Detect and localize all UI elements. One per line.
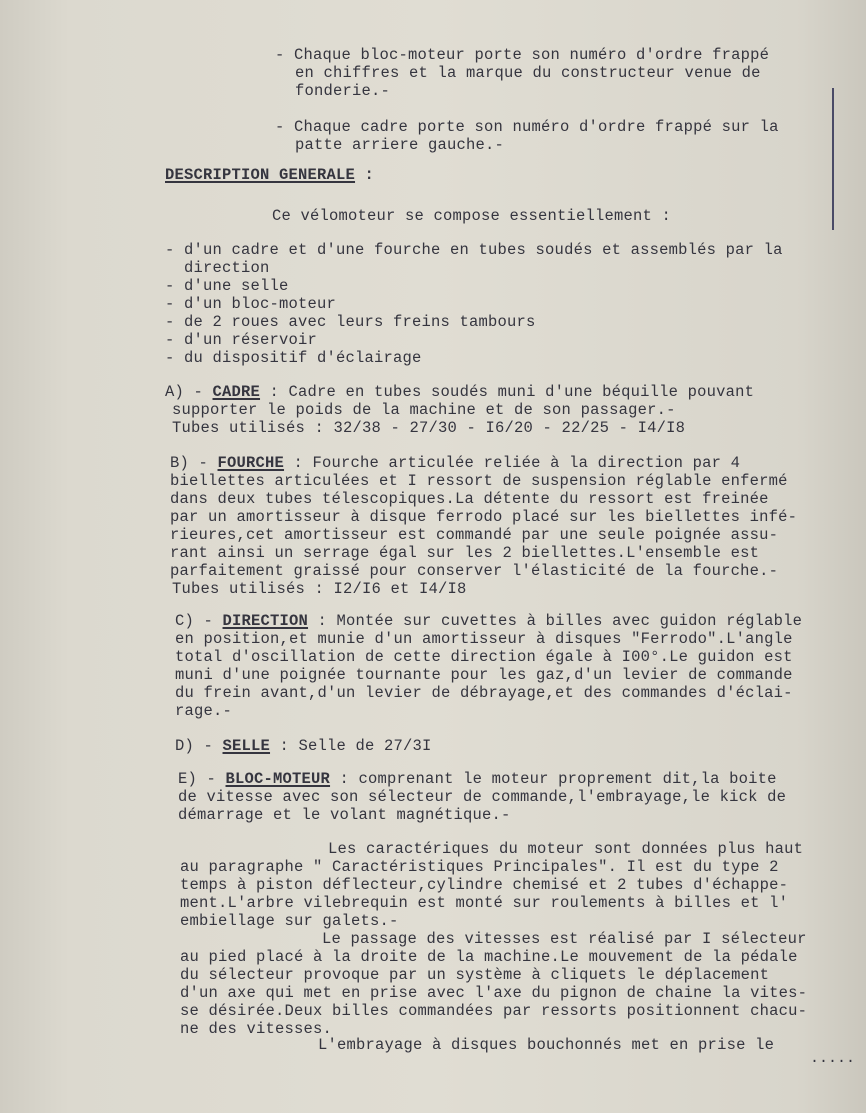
section-prefix: C) - [175, 612, 223, 630]
paragraph-line: ment.L'arbre vilebrequin est monté sur roulements à billes et l' [180, 894, 789, 912]
section-label: SELLE [222, 737, 271, 755]
section-text: Tubes utilisés : I2/I6 et I4/I8 [172, 580, 467, 598]
list-item: - d'un bloc-moteur [165, 295, 337, 313]
section-heading [165, 166, 374, 184]
section-label: BLOC-MOTEUR [225, 770, 331, 788]
intro-line: - Chaque cadre porte son numéro d'ordre frappé sur la [275, 118, 779, 136]
paragraph-line: d'un axe qui met en prise avec l'axe du pignon de chaine la vites- [180, 984, 808, 1002]
paragraph-line: embiellage sur galets.- [180, 912, 399, 930]
section-text: de vitesse avec son sélecteur de commande,l'embrayage,le kick de [178, 788, 787, 806]
section-text: : Montée sur cuvettes à billes avec guidon réglable [308, 612, 803, 630]
paragraph-line: temps à piston déflecteur,cylindre chemisé et 2 tubes d'échappe- [180, 876, 789, 894]
section-text: rant ainsi un serrage égal sur les 2 biellettes.L'ensemble est [170, 544, 760, 562]
section-text: démarrage et le volant magnétique.- [178, 806, 511, 824]
paragraph-line: au pied placé à la droite de la machine.Le mouvement de la pédale [180, 948, 798, 966]
section-prefix: B) - [170, 454, 218, 472]
section-direction [175, 612, 802, 630]
paragraph-line: se désirée.Deux billes commandées par ressorts positionnent chacu- [180, 1002, 808, 1020]
section-text: dans deux tubes télescopiques.La détente du ressort est freinée [170, 490, 769, 508]
section-text: supporter le poids de la machine et de son passager.- [172, 401, 676, 419]
list-item: direction [165, 259, 270, 277]
list-item: - d'un cadre et d'une fourche en tubes soudés et assemblés par la [165, 241, 783, 259]
paragraph-line: du sélecteur provoque par un système à cliquets le déplacement [180, 966, 770, 984]
section-text: parfaitement graissé pour conserver l'élasticité de la fourche.- [170, 562, 779, 580]
section-text: biellettes articulées et I ressort de suspension réglable enfermé [170, 472, 788, 490]
section-text: par un amortisseur à disque ferrodo placé sur les biellettes infé- [170, 508, 798, 526]
section-text: : Cadre en tubes soudés muni d'une béquille pouvant [260, 383, 755, 401]
section-bloc-moteur [178, 770, 777, 788]
section-prefix: A) - [165, 383, 213, 401]
list-item: - d'une selle [165, 277, 289, 295]
section-label: CADRE [212, 383, 261, 401]
paragraph-line: Les caractériques du moteur sont données plus haut [328, 840, 804, 858]
intro-line: patte arriere gauche.- [295, 136, 505, 154]
intro-line: - Chaque bloc-moteur porte son numéro d'ordre frappé [275, 46, 770, 64]
section-text: muni d'une poignée tournante pour les gaz,d'un levier de commande [175, 666, 793, 684]
section-text: en position,et munie d'un amortisseur à disques "Ferrodo".L'angle [175, 630, 793, 648]
paragraph-line: ne des vitesses. [180, 1020, 333, 1038]
heading-label: DESCRIPTION GENERALE [165, 166, 356, 184]
intro-line: fonderie.- [295, 82, 391, 100]
section-text: : Selle de 27/3I [270, 737, 432, 755]
section-prefix: E) - [178, 770, 226, 788]
paragraph-line: Le passage des vitesses est réalisé par I sélecteur [322, 930, 807, 948]
section-text: rieures,cet amortisseur est commandé par une seule poignée assu- [170, 526, 779, 544]
section-text: du frein avant,d'un levier de débrayage,et des commandes d'éclai- [175, 684, 793, 702]
section-selle [175, 737, 432, 755]
intro-line: en chiffres et la marque du constructeur venue de [295, 64, 761, 82]
continuation-dots: ..... [810, 1050, 856, 1067]
desc-intro: Ce vélomoteur se compose essentiellement : [272, 207, 672, 225]
margin-rule [832, 88, 834, 230]
section-text: : Fourche articulée reliée à la direction par 4 [284, 454, 741, 472]
list-item: - du dispositif d'éclairage [165, 349, 422, 367]
heading-colon: : [355, 166, 375, 184]
paragraph-line: au paragraphe " Caractéristiques Principales". Il est du type 2 [180, 858, 779, 876]
paragraph-line: L'embrayage à disques bouchonnés met en prise le [318, 1036, 775, 1054]
section-fourche [170, 454, 740, 472]
section-prefix: D) - [175, 737, 223, 755]
section-label: FOURCHE [217, 454, 285, 472]
list-item: - d'un réservoir [165, 331, 318, 349]
section-text: total d'oscillation de cette direction égale à I00°.Le guidon est [175, 648, 793, 666]
section-text: : comprenant le moteur proprement dit,la boite [330, 770, 777, 788]
section-cadre [165, 383, 754, 401]
section-text: Tubes utilisés : 32/38 - 27/30 - I6/20 - 22/25 - I4/I8 [172, 419, 686, 437]
section-label: DIRECTION [222, 612, 309, 630]
section-text: rage.- [175, 702, 233, 720]
list-item: - de 2 roues avec leurs freins tambours [165, 313, 536, 331]
